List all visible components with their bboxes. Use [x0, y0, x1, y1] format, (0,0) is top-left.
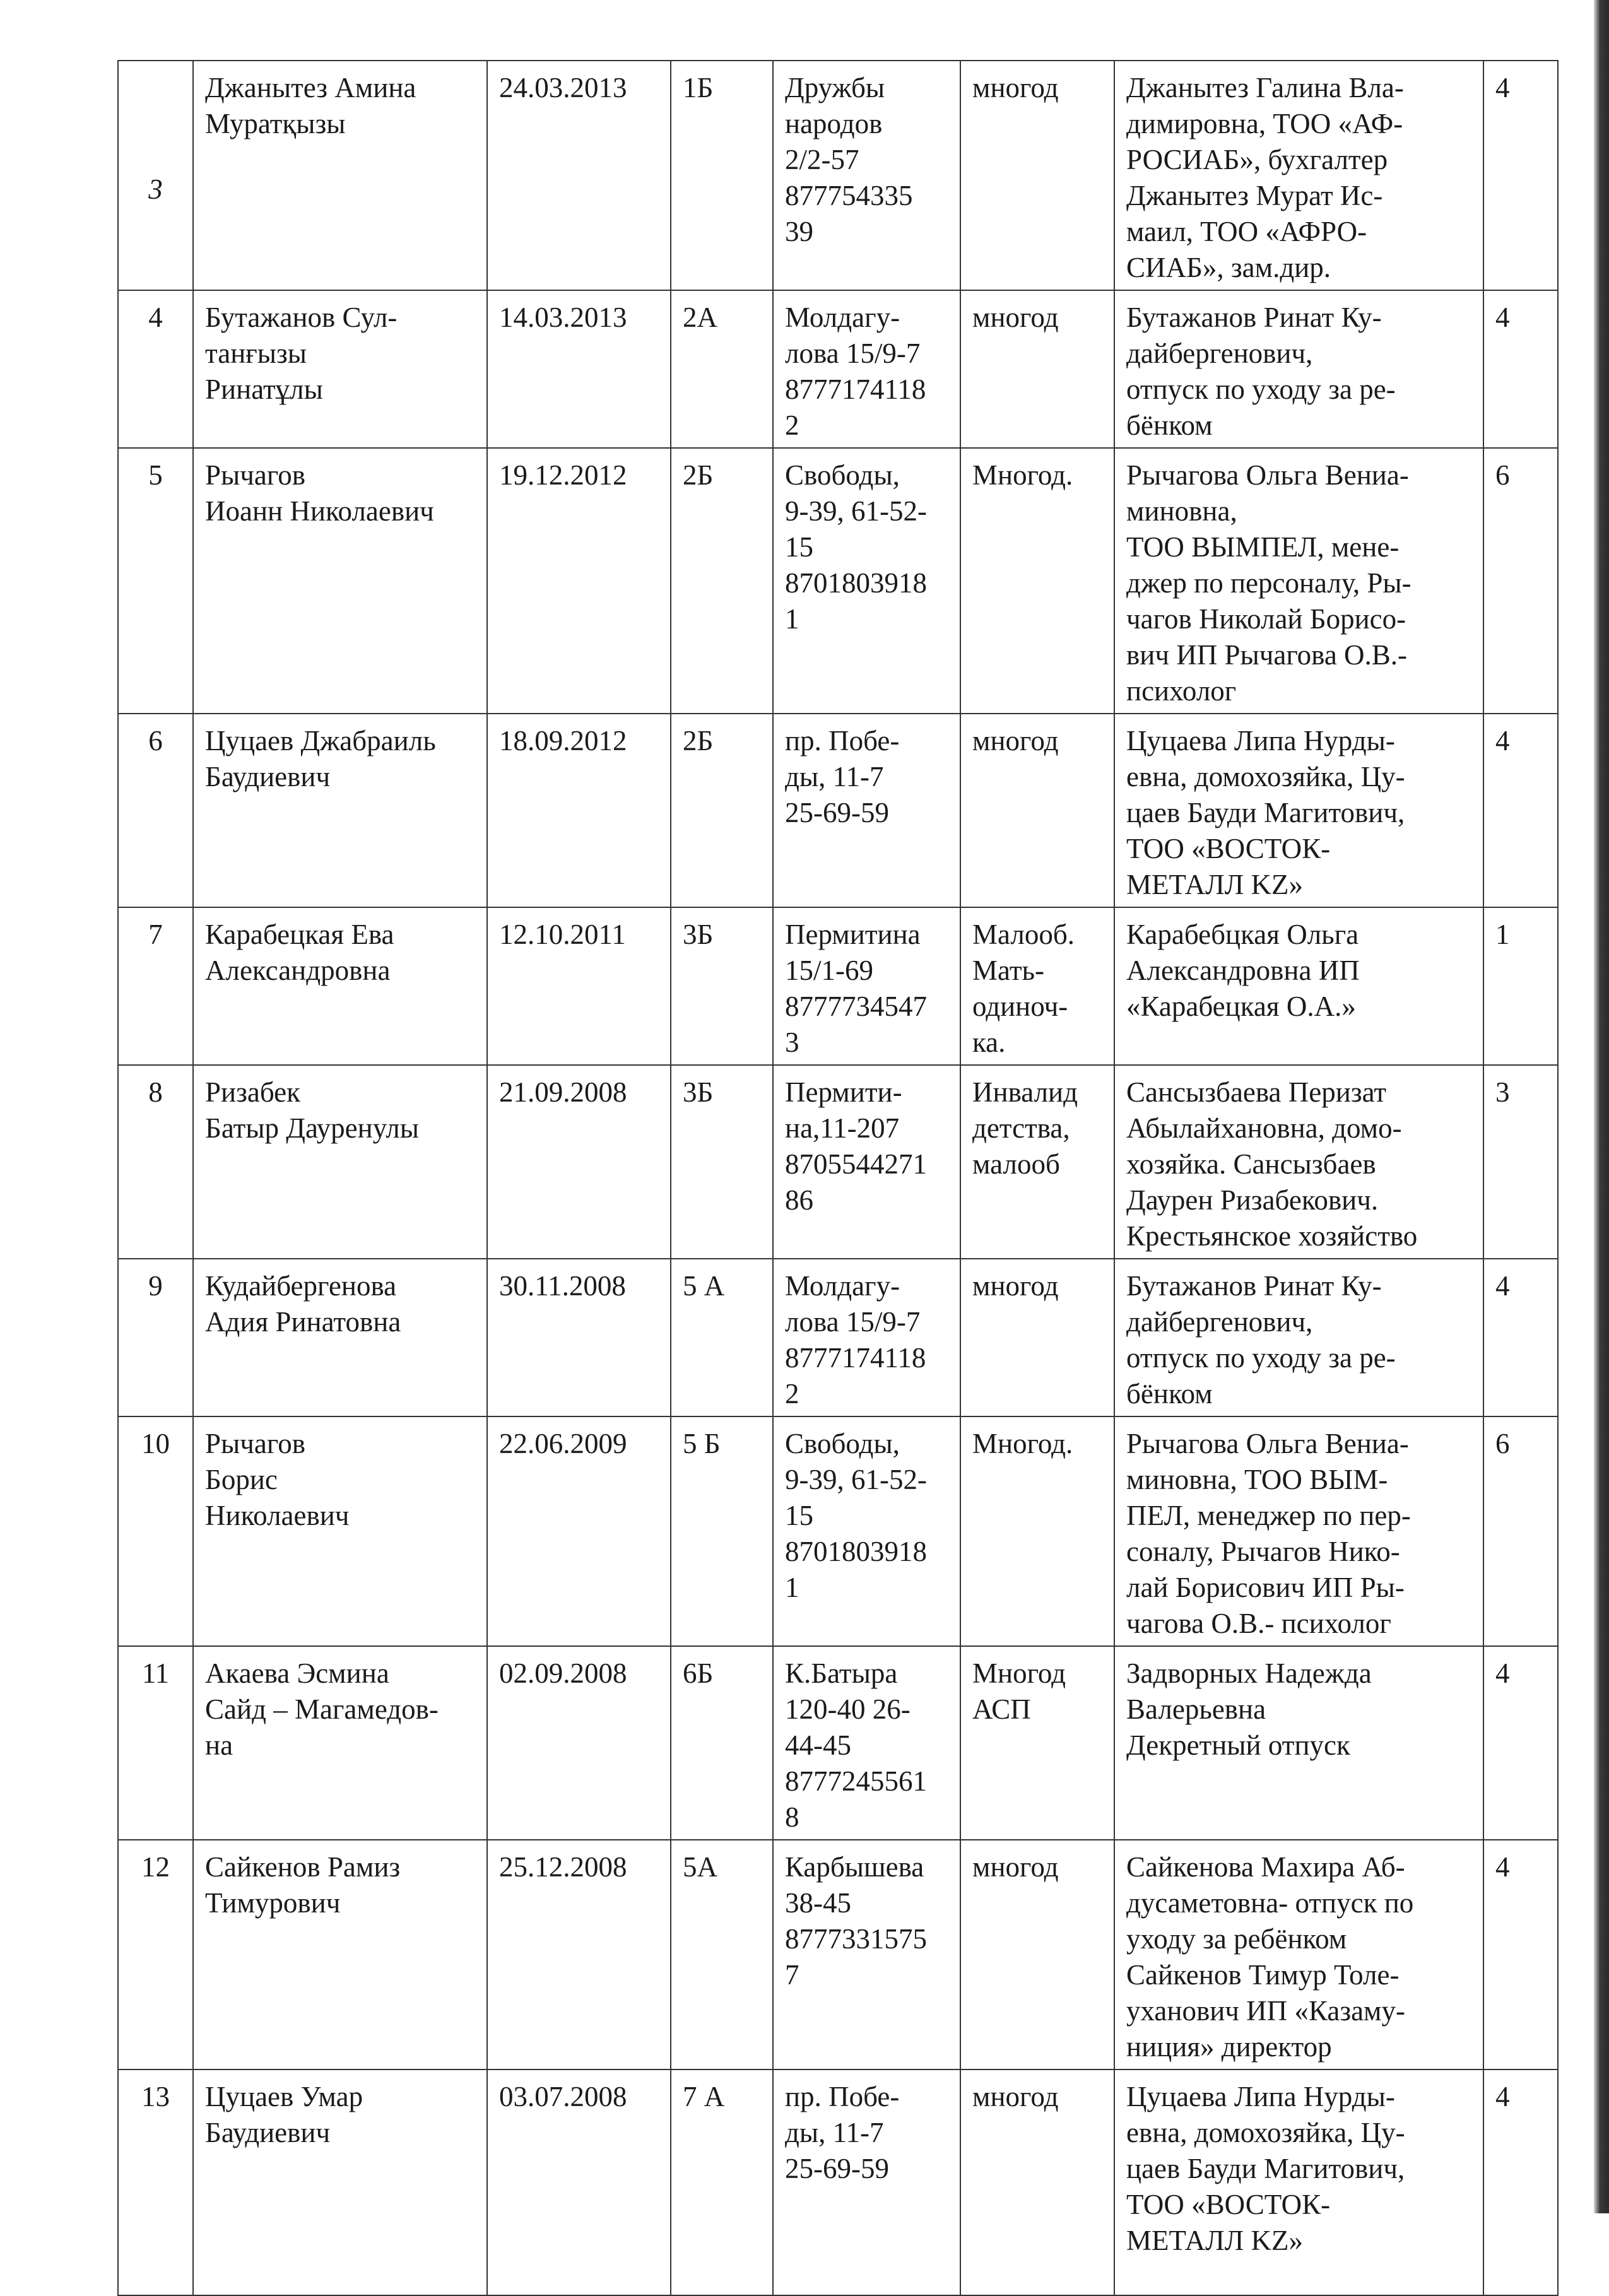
- scan-edge: [1594, 0, 1609, 2213]
- row-number: 10: [118, 1416, 193, 1646]
- family-status: многод: [960, 61, 1114, 290]
- table-row: [118, 714, 1558, 907]
- parents-info: Задворных Надежда Валерьевна Декретный отпуск: [1114, 1646, 1483, 1840]
- birth-date: 21.09.2008: [487, 1065, 671, 1259]
- row-number: 6: [118, 714, 193, 907]
- table-row: [118, 290, 1558, 448]
- address-phone: пр. Побе- ды, 11-7 25-69-59: [773, 2069, 960, 2295]
- family-status: многод: [960, 290, 1114, 448]
- row-number: 9: [118, 1259, 193, 1416]
- family-status: многод: [960, 714, 1114, 907]
- family-status: многод: [960, 2069, 1114, 2295]
- class-grade: 2Б: [671, 714, 773, 907]
- table-row: [118, 1840, 1558, 2069]
- class-grade: 1Б: [671, 61, 773, 290]
- student-name: Сайкенов Рамиз Тимурович: [193, 1840, 487, 2069]
- address-phone: Дружбы народов 2/2-57 877754335 39: [773, 61, 960, 290]
- class-grade: 2Б: [671, 448, 773, 714]
- table-row: [118, 1259, 1558, 1416]
- parents-info: Джанытез Галина Вла- димировна, ТОО «АФ- РОСИАБ», бухгалтер Джанытез Мурат Ис- маил, ТОО «АФРО- СИАБ», зам.дир.: [1114, 61, 1483, 290]
- children-count: 6: [1483, 1416, 1558, 1646]
- table-row: [118, 1065, 1558, 1259]
- parents-info: Сайкенова Махира Аб- дусаметовна- отпуск по уходу за ребёнком Сайкенов Тимур Толе- уханович ИП «Казаму- ниция» директор: [1114, 1840, 1483, 2069]
- children-count: 4: [1483, 714, 1558, 907]
- birth-date: 03.07.2008: [487, 2069, 671, 2295]
- children-count: 4: [1483, 290, 1558, 448]
- table-row: [118, 907, 1558, 1065]
- parents-info: Бутажанов Ринат Ку- дайбергенович, отпуск по уходу за ре- бёнком: [1114, 290, 1483, 448]
- birth-date: 14.03.2013: [487, 290, 671, 448]
- birth-date: 18.09.2012: [487, 714, 671, 907]
- children-count: 1: [1483, 907, 1558, 1065]
- parents-info: Карабебцкая Ольга Александровна ИП «Карабецкая О.А.»: [1114, 907, 1483, 1065]
- birth-date: 25.12.2008: [487, 1840, 671, 2069]
- student-name: Рычагов Иоанн Николаевич: [193, 448, 487, 714]
- family-status: многод: [960, 1259, 1114, 1416]
- address-phone: пр. Побе- ды, 11-7 25-69-59: [773, 714, 960, 907]
- class-grade: 6Б: [671, 1646, 773, 1840]
- children-count: 3: [1483, 1065, 1558, 1259]
- class-grade: 3Б: [671, 1065, 773, 1259]
- student-name: Кудайбергенова Адия Ринатовна: [193, 1259, 487, 1416]
- parents-info: Бутажанов Ринат Ку- дайбергенович, отпуск по уходу за ре- бёнком: [1114, 1259, 1483, 1416]
- family-status: Многод.: [960, 1416, 1114, 1646]
- row-number: 11: [118, 1646, 193, 1840]
- row-number: 4: [118, 290, 193, 448]
- address-phone: Свободы, 9-39, 61-52- 15 8701803918 1: [773, 1416, 960, 1646]
- row-number: 3: [118, 61, 193, 290]
- table-row: [118, 448, 1558, 714]
- address-phone: Молдагу- лова 15/9-7 8777174118 2: [773, 290, 960, 448]
- address-phone: Молдагу- лова 15/9-7 8777174118 2: [773, 1259, 960, 1416]
- student-name: Бутажанов Сул- танғызы Ринатұлы: [193, 290, 487, 448]
- class-grade: 3Б: [671, 907, 773, 1065]
- row-number: 12: [118, 1840, 193, 2069]
- class-grade: 2А: [671, 290, 773, 448]
- family-status: Малооб. Мать- одиноч- ка.: [960, 907, 1114, 1065]
- address-phone: Свободы, 9-39, 61-52- 15 8701803918 1: [773, 448, 960, 714]
- row-number: 5: [118, 448, 193, 714]
- birth-date: 30.11.2008: [487, 1259, 671, 1416]
- children-count: 6: [1483, 448, 1558, 714]
- birth-date: 19.12.2012: [487, 448, 671, 714]
- class-grade: 5А: [671, 1840, 773, 2069]
- student-name: Цуцаев Джабраиль Баудиевич: [193, 714, 487, 907]
- student-name: Ризабек Батыр Дауренулы: [193, 1065, 487, 1259]
- row-number: 13: [118, 2069, 193, 2295]
- children-count: 4: [1483, 1646, 1558, 1840]
- family-status: Многод АСП: [960, 1646, 1114, 1840]
- birth-date: 22.06.2009: [487, 1416, 671, 1646]
- parents-info: Сансызбаева Перизат Абылайхановна, домо- хозяйка. Сансызбаев Даурен Ризабекович. Крестьянское хозяйство: [1114, 1065, 1483, 1259]
- children-count: 4: [1483, 61, 1558, 290]
- address-phone: Пермитина 15/1-69 8777734547 3: [773, 907, 960, 1065]
- student-name: Акаева Эсмина Сайд – Магамедов- на: [193, 1646, 487, 1840]
- parents-info: Рычагова Ольга Вениа- миновна, ТОО ВЫМ- ПЕЛ, менеджер по пер- соналу, Рычагов Нико- лай Борисович ИП Ры- чагова О.В.- психолог: [1114, 1416, 1483, 1646]
- class-grade: 5 Б: [671, 1416, 773, 1646]
- table-row: [118, 2069, 1558, 2295]
- table-row: [118, 1416, 1558, 1646]
- class-grade: 5 А: [671, 1259, 773, 1416]
- children-count: 4: [1483, 1840, 1558, 2069]
- student-name: Цуцаев Умар Баудиевич: [193, 2069, 487, 2295]
- birth-date: 24.03.2013: [487, 61, 671, 290]
- parents-info: Цуцаева Липа Нурды- евна, домохозяйка, Цу- цаев Бауди Магитович, ТОО «ВОСТОК- МЕТАЛЛ KZ»: [1114, 2069, 1483, 2295]
- address-phone: К.Батыра 120-40 26- 44-45 8777245561 8: [773, 1646, 960, 1840]
- parents-info: Рычагова Ольга Вениа- миновна, ТОО ВЫМПЕЛ, мене- джер по персоналу, Ры- чагов Николай Борисо- вич ИП Рычагова О.В.- психолог: [1114, 448, 1483, 714]
- row-number: 8: [118, 1065, 193, 1259]
- parents-info: Цуцаева Липа Нурды- евна, домохозяйка, Цу- цаев Бауди Магитович, ТОО «ВОСТОК- МЕТАЛЛ KZ»: [1114, 714, 1483, 907]
- table-row: [118, 1646, 1558, 1840]
- student-name: Рычагов Борис Николаевич: [193, 1416, 487, 1646]
- address-phone: Карбышева 38-45 8777331575 7: [773, 1840, 960, 2069]
- student-name: Джанытез Амина Муратқызы: [193, 61, 487, 290]
- family-status: многод: [960, 1840, 1114, 2069]
- birth-date: 02.09.2008: [487, 1646, 671, 1840]
- children-count: 4: [1483, 1259, 1558, 1416]
- birth-date: 12.10.2011: [487, 907, 671, 1065]
- row-number: 7: [118, 907, 193, 1065]
- family-status: Многод.: [960, 448, 1114, 714]
- student-name: Карабецкая Ева Александровна: [193, 907, 487, 1065]
- children-count: 4: [1483, 2069, 1558, 2295]
- student-roster-table: [117, 60, 1559, 2296]
- class-grade: 7 А: [671, 2069, 773, 2295]
- family-status: Инвалид детства, малооб: [960, 1065, 1114, 1259]
- address-phone: Пермити- на,11-207 8705544271 86: [773, 1065, 960, 1259]
- table-row: [118, 61, 1558, 290]
